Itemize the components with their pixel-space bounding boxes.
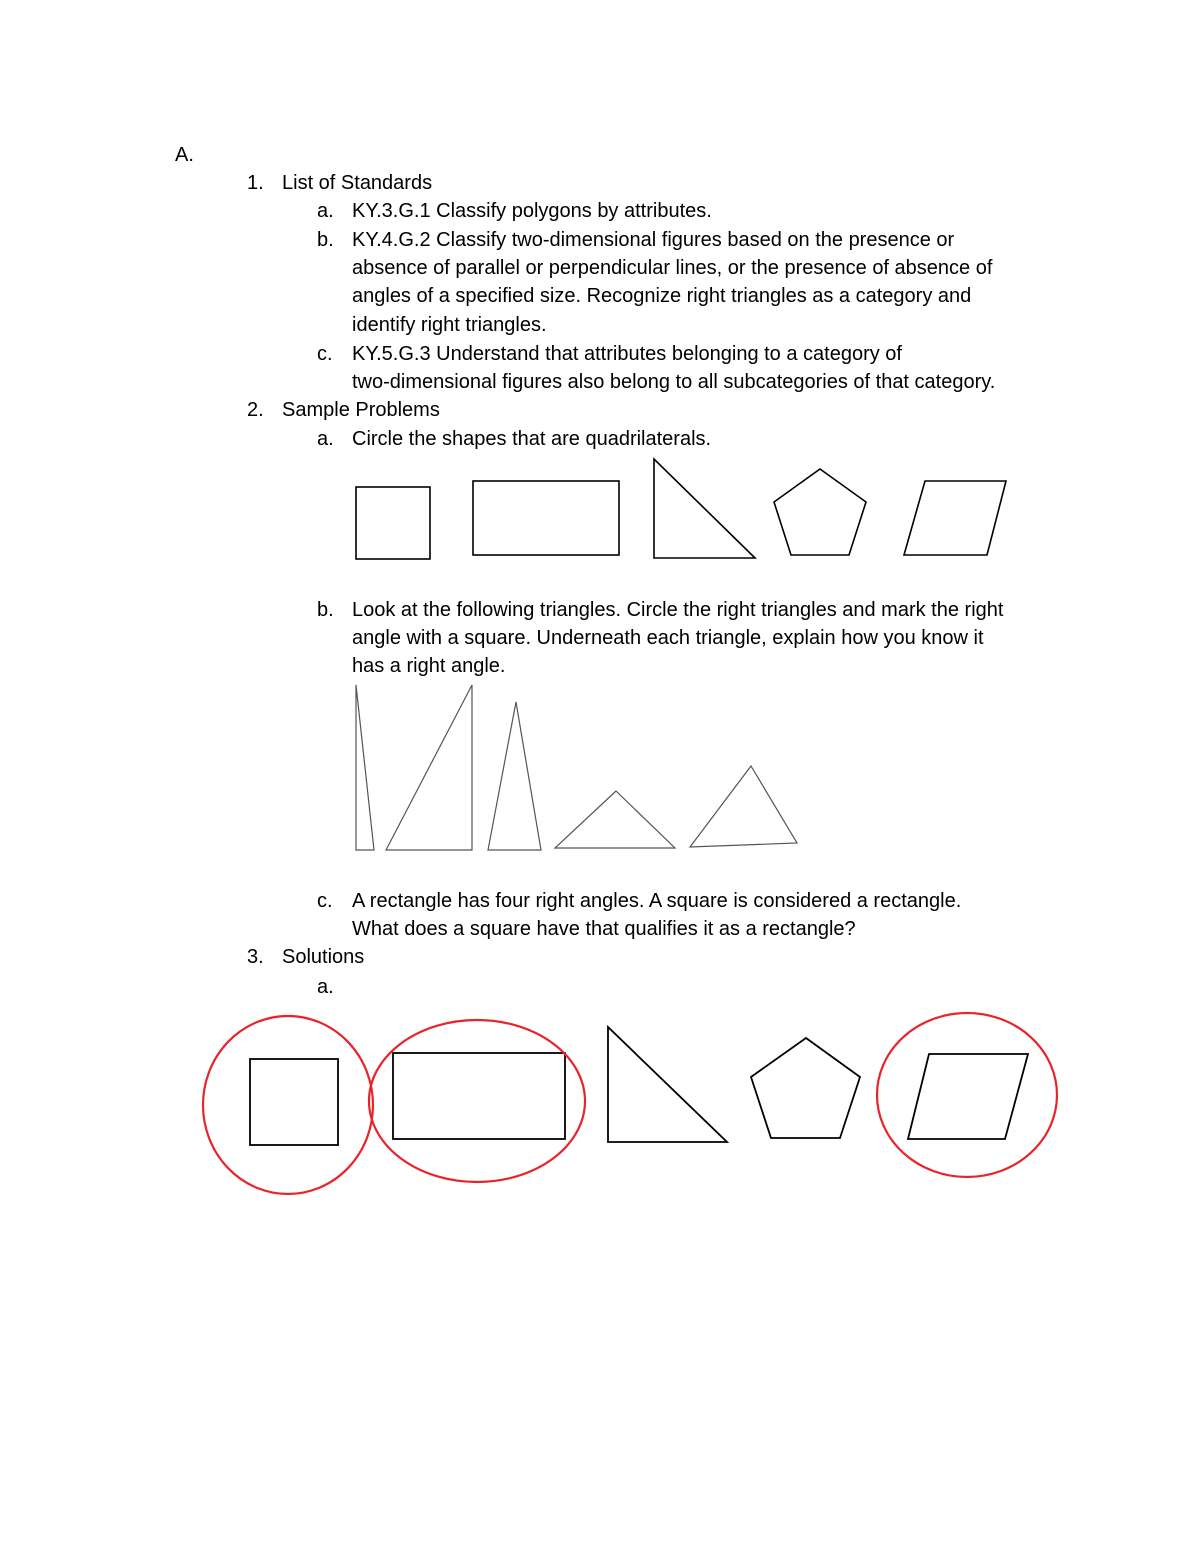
obtuse-triangle-shape: [555, 791, 675, 848]
item-number: 1.: [247, 172, 264, 194]
parallelogram-shape: [904, 481, 1006, 555]
subitem-letter: a.: [317, 428, 334, 450]
solution-shapes: [250, 1027, 1028, 1145]
answer-circle-parallelogram: [877, 1013, 1057, 1177]
subitem-line: KY.3.G.1 Classify polygons by attributes.: [352, 200, 712, 222]
subitem-line: absence of parallel or perpendicular lines, or the presence of absence of: [352, 257, 993, 279]
subitem-line: KY.5.G.3 Understand that attributes belonging to a category of: [352, 343, 902, 365]
item-number: 2.: [247, 399, 264, 421]
acute-triangle-shape: [690, 766, 797, 847]
solution-pentagon-shape: [751, 1038, 860, 1138]
subitem-line: identify right triangles.: [352, 314, 547, 336]
answer-circle-rectangle: [369, 1020, 585, 1182]
quadrilateral-shapes: [356, 459, 1006, 559]
item-title: List of Standards: [282, 172, 433, 194]
tall-thin-triangle-shape: [356, 685, 374, 850]
subitem-line: What does a square have that qualifies it as a rectangle?: [352, 918, 856, 940]
subitem-line: angle with a square. Underneath each triangle, explain how you know it: [352, 627, 984, 649]
subitem-line: has a right angle.: [352, 655, 506, 677]
section-marker: A.: [175, 144, 194, 166]
rectangle-shape: [473, 481, 619, 555]
item-number: 3.: [247, 946, 264, 968]
square-shape: [356, 487, 430, 559]
subitem-letter: b.: [317, 229, 334, 251]
item-title: Solutions: [282, 946, 365, 968]
solution-parallelogram-shape: [908, 1054, 1028, 1139]
subitem-line: KY.4.G.2 Classify two-dimensional figures based on the presence or: [352, 229, 955, 251]
subitem-letter: c.: [317, 343, 333, 365]
right-triangle-shape: [654, 459, 755, 558]
solution-right-triangle-shape: [608, 1027, 727, 1142]
triangle-shapes: [356, 685, 797, 850]
solution-rectangle-shape: [393, 1053, 565, 1139]
subitem-line: Look at the following triangles. Circle the right triangles and mark the right: [352, 599, 1004, 621]
solution-square-shape: [250, 1059, 338, 1145]
subitem-letter: a.: [317, 976, 334, 998]
item-title: Sample Problems: [282, 399, 440, 421]
subitem-line: two-dimensional figures also belong to all subcategories of that category.: [352, 371, 996, 393]
subitem-line: A rectangle has four right angles. A square is considered a rectangle.: [352, 890, 962, 912]
subitem-line: angles of a specified size. Recognize right triangles as a category and: [352, 285, 972, 307]
tall-right-triangle-shape: [386, 685, 472, 850]
answer-circles: [203, 1013, 1057, 1194]
subitem-letter: c.: [317, 890, 333, 912]
subitem-letter: b.: [317, 599, 334, 621]
subitem-line: Circle the shapes that are quadrilaterals.: [352, 428, 712, 450]
pentagon-shape: [774, 469, 866, 555]
answer-circle-square: [203, 1016, 373, 1194]
subitem-letter: a.: [317, 200, 334, 222]
tall-acute-triangle-shape: [488, 702, 541, 850]
